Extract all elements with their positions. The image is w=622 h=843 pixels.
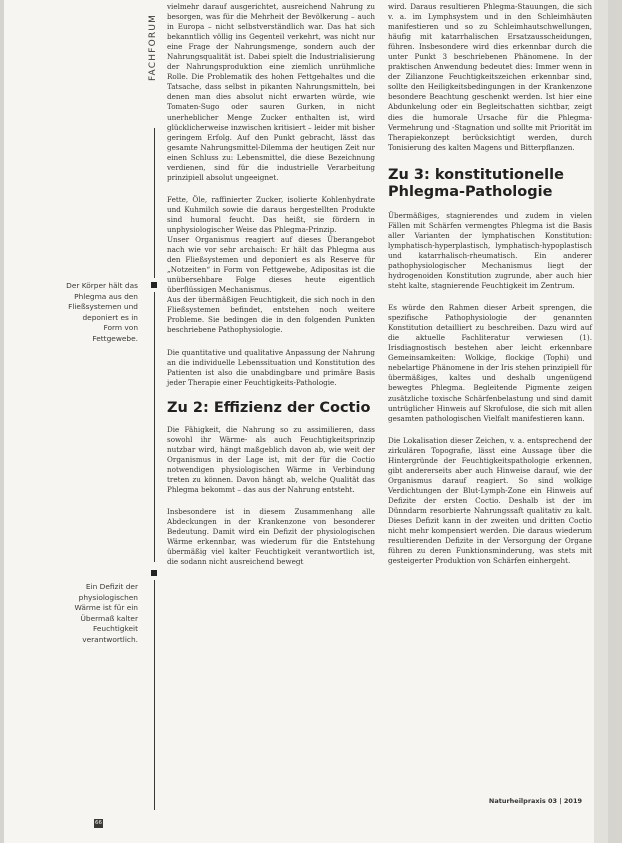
sidenote-marker xyxy=(151,282,157,288)
margin-rule xyxy=(154,580,155,810)
paragraph: Aus der übermäßigen Feuchtigkeit, die sich noch in den Fließsystemen befindet, entstehen noch weitere Probleme. Sie bedingen die in den folgenden Punkten beschriebene Pathophysiologie. xyxy=(167,295,375,335)
section-label: FACHFORUM xyxy=(148,14,158,82)
footer-journal: Naturheilpraxis 03 | 2019 xyxy=(488,797,582,805)
right-column xyxy=(388,2,592,575)
page-edge xyxy=(594,0,608,843)
paragraph: Insbesondere ist in diesem Zusammenhang alle Abdeckungen in der Krankenzone von besonderer Bedeutung. Damit wird ein Defizit der physiologischen Wärme erkennbar, was wiederum für die Entstehung übermäßig viel kalter Feuchtigkeit verantwortlich ist, die sodann nicht ausreichend bewegt xyxy=(167,507,375,567)
section-heading: Zu 2: Effizienz der Coctio xyxy=(167,399,371,416)
paragraph: Die Lokalisation dieser Zeichen, v. a. entsprechend der zirkulären Topografie, lässt eine Aussage über die Hintergründe der Feuchtigkeitspathologie erkennen, gibt andererseits aber auch Hinweise darauf, wie der Organismus darauf reagiert. So sind wolkige Verdichtungen der Blut-Lymph-Zone ein Hinweis auf Defizite der ersten Coctio. Deshalb ist der im Dünndarm resorbierte Nahrungssaft qualitativ zu kalt. Dieses Defizit kann in der zweiten und dritten Coctio nicht mehr kompensiert werden. Die daraus wiederum resultierenden Defizite in der Versorgung der Organe führen zu deren Funktionsminderung, was stets mit gesteigerter Produktion von Schärfen einhergeht. xyxy=(388,435,592,566)
paragraph: Unser Organismus reagiert auf dieses Überangebot nach wie vor sehr archaisch: Er hält das Phlegma aus den Fließsystemen und deponiert es als Reserve für „Notzeiten“ in Form von Fettgewebe, Adipositas ist die unübersehbare Folge dieses heute eigentlich überflüssigen Mechanismus. xyxy=(167,235,375,295)
magazine-page xyxy=(4,0,608,843)
paragraph: vielmehr darauf ausgerichtet, ausreichend Nahrung zu besorgen, was für die Mehrheit der Bevölkerung – auch in Europa – nicht selbstverständlich war. Das hat sich bekanntlich völlig ins Gegenteil verkehrt, was nicht nur eine Frage der Nahrungsmenge, sondern auch der Nahrungsqualität ist. Dabei spielt die Industrialisierung der Nahrungsproduktion eine ziemlich unrühmliche Rolle. Die Problematik des hohen Fettgehaltes und die Tatsache, dass selbst in pikanten Nahrungsmitteln, bei denen man dies absolut nicht erwarten würde, wie Tomaten-Sugo oder sauren Gurken, in nicht unerheblicher Menge Zucker enthalten ist, wird glücklicherweise inzwischen kritisiert – leider mit bisher geringem Erfolg. Auf den Punkt gebracht, lässt das gesamte Nahrungsmittel-Dilemma der heutigen Zeit nur einen Schluss zu: Lebensmittel, die diese Bezeichnung verdienen, sind für die industrielle Verarbeitung prinzipiell absolut ungeeignet. xyxy=(167,2,375,182)
page-number: 66 xyxy=(95,820,102,826)
margin-rule xyxy=(154,128,155,278)
sidenote-2: Ein Defizit der physiologischen Wärme ist für ein Übermaß kalter Feuchtigkeit verantwortlich. xyxy=(74,582,138,644)
paragraph: Fette, Öle, raffinierter Zucker, isolierte Kohlenhydrate und Kuhmilch sowie die daraus hergestellten Produkte sind humoral feucht. Das heißt, sie fördern in unphysiologischer Weise das Phlegma-Prinzip. xyxy=(167,194,375,234)
paragraph: Übermäßiges, stagnierendes und zudem in vielen Fällen mit Schärfen vermengtes Phlegma ist die Basis aller Varianten der lymphatischen Konstitution: lymphatisch-hyperplastisch, lymphatisch-hypoplastisch und katarrhalisch-rheumatisch. Ein anderer pathophysiologischer Mechanismus liegt der hydrogenoiden Konstitution zugrunde, aber auch hier steht kalte, stagnierende Feuchtigkeit im Zentrum. xyxy=(388,210,592,291)
paragraph: wird. Daraus resultieren Phlegma-Stauungen, die sich v. a. im Lymphsystem und in den Schleimhäuten manifestieren und so zu Schleimhautschwellungen, häufig mit katarrhalischen Ersatzausscheidungen, führen. Insbesondere wird dies erkennbar durch die unter Punkt 3 beschriebenen Phänomene. In der praktischen Anwendung bedeutet dies: Immer wenn in der Zilianzone Feuchtigkeitszeichen erkennbar sind, sollte den Heiligkeitsbedingungen in der Krankenzone besondere Beachtung geschenkt werden. Ist hier eine Abdunkelung oder ein Begleitschatten sichtbar, zeigt dies die humorale Ursache für die Phlegma-Vermehrung und -Stagnation und sollte mit Priorität im Therapiekonzept berücksichtigt werden, durch Tonisierung des kalten Magens und Bitterpflanzen. xyxy=(388,2,592,152)
section-heading: Zu 3: konstitutionelle Phlegma-Pathologie xyxy=(388,166,564,200)
sidenote-marker xyxy=(151,570,157,576)
left-column xyxy=(167,2,375,576)
sidenote-1: Der Körper hält das Phlegma aus den Fließsystemen und deponiert es in Form von Fettgewebe. xyxy=(66,281,138,343)
paragraph: Die Fähigkeit, die Nahrung so zu assimilieren, dass sowohl ihr Wärme- als auch Feuchtigkeitsprinzip nutzbar wird, hängt maßgeblich davon ab, wie weit der Organismus in der Lage ist, mit der für die Coctio notwendigen physiologischen Wärme in Verbindung treten zu können. Davon hängt ab, welche Qualität das Phlegma bekommt – das aus der Nahrung entsteht. xyxy=(167,424,375,494)
margin-rule xyxy=(154,292,155,562)
paragraph: Es würde den Rahmen dieser Arbeit sprengen, die spezifische Pathophysiologie der genannten Konstitution detailliert zu beschreiben. Dazu wird auf die aktuelle Fachliteratur verwiesen (1). Irisdiagnostisch bestehen aber leicht erkennbare Gemeinsamkeiten: Wolkige, flockige (Tophi) und nebelartige Phänomene in der Iris stehen prinzipiell für übermäßiges, kaltes und deshalb ungenügend bewegtes Phlegma. Begleitende Pigmente zeigen zusätzliche toxische Schärfenbelastung und sind damit untrüglicher Hinweis auf Skrofulose, die sich mit allen gesamten pathologischen Vielfalt manifestieren kann. xyxy=(388,303,592,423)
paragraph: Die quantitative und qualitative Anpassung der Nahrung an die individuelle Lebenssituation und Konstitution des Patienten ist also die unabdingbare und primäre Basis jeder Therapie einer Feuchtigkeits-Pathologie. xyxy=(167,347,375,387)
